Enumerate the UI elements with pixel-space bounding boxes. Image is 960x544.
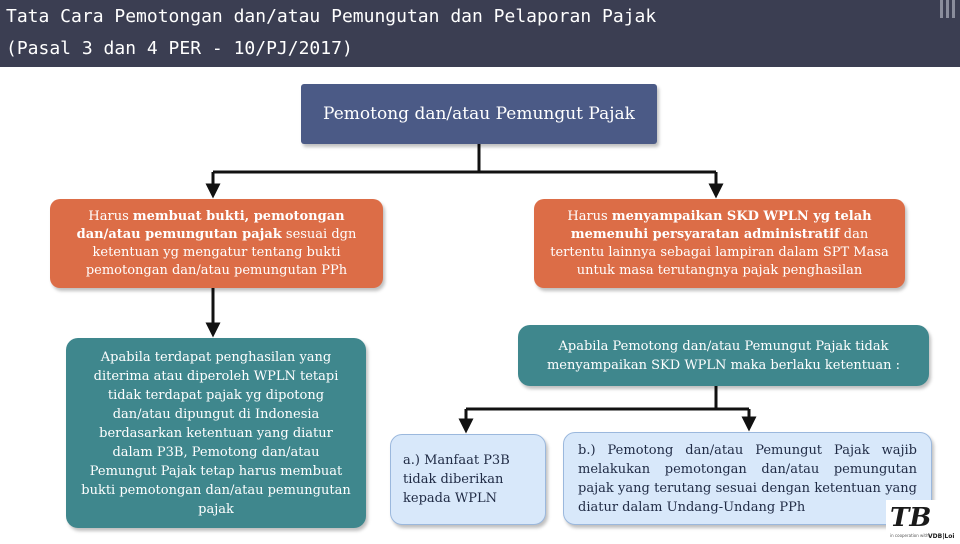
obligation-submit-skd-text <box>542 208 897 280</box>
option-a-text: a.) Manfaat P3B tidak diberikan kepada WPLN <box>403 453 510 506</box>
option-b-text: b.) Pemotong dan/atau Pemungut Pajak wajib melakukan pemotongan dan/atau pemungutan pajak yang terutang sesuai dengan ketentuan yang diatur dalam Undang-Undang PPh <box>578 442 917 515</box>
logo-partner: VDB|Loi <box>928 533 955 540</box>
root-node <box>301 84 657 144</box>
skd-not-submitted-text: Apabila Pemotong dan/atau Pemungut Pajak tidak menyampaikan SKD WPLN maka berlaku ketentuan : <box>546 338 901 373</box>
logo-tagline: in cooperation with <box>890 533 929 538</box>
obligation-create-proof-node <box>50 199 383 288</box>
skd-not-submitted-node <box>518 325 929 386</box>
node-text-suffix: dan tertentu lainnya sebagai lampiran dalam SPT Masa untuk masa terutangnya pajak penghasilan <box>550 226 889 278</box>
logo-icon <box>886 500 960 540</box>
root-label: Pemotong dan/atau Pemungut Pajak <box>323 104 635 124</box>
logo-mark: TB <box>890 503 932 533</box>
node-text-prefix: Harus <box>88 208 133 224</box>
no-withholding-condition-text: Apabila terdapat penghasilan yang diterima atau diperoleh WPLN tetapi tidak terdapat pajak yg dipotong dan/atau dipungut di Indonesia berdasarkan ketentuan yang diatur dalam P3B, Pemotong dan/atau Pemungut Pajak tetap harus membuat bukti pemotongan dan/atau pemungutan pajak <box>81 349 351 517</box>
option-a-node <box>390 434 546 525</box>
obligation-submit-skd-node <box>534 199 905 288</box>
slide-title: Tata Cara Pemotongan dan/atau Pemungutan dan Pelaporan Pajak <box>6 6 657 27</box>
option-b-node <box>563 432 932 525</box>
slide-subtitle: (Pasal 3 dan 4 PER - 10/PJ/2017) <box>6 38 353 59</box>
node-text-emphasis: menyampaikan SKD WPLN yg telah memenuhi persyaratan administratif <box>570 208 872 242</box>
node-text-emphasis: membuat bukti, pemotongan dan/atau pemungutan pajak <box>76 208 345 242</box>
no-withholding-condition-node <box>66 338 366 528</box>
company-logo <box>886 500 960 540</box>
node-text-suffix: sesuai dgn ketentuan yg mengatur tentang bukti pemotongan dan/atau pemungutan PPh <box>85 226 357 278</box>
node-text-prefix: Harus <box>567 208 612 224</box>
obligation-create-proof-text <box>58 208 375 280</box>
